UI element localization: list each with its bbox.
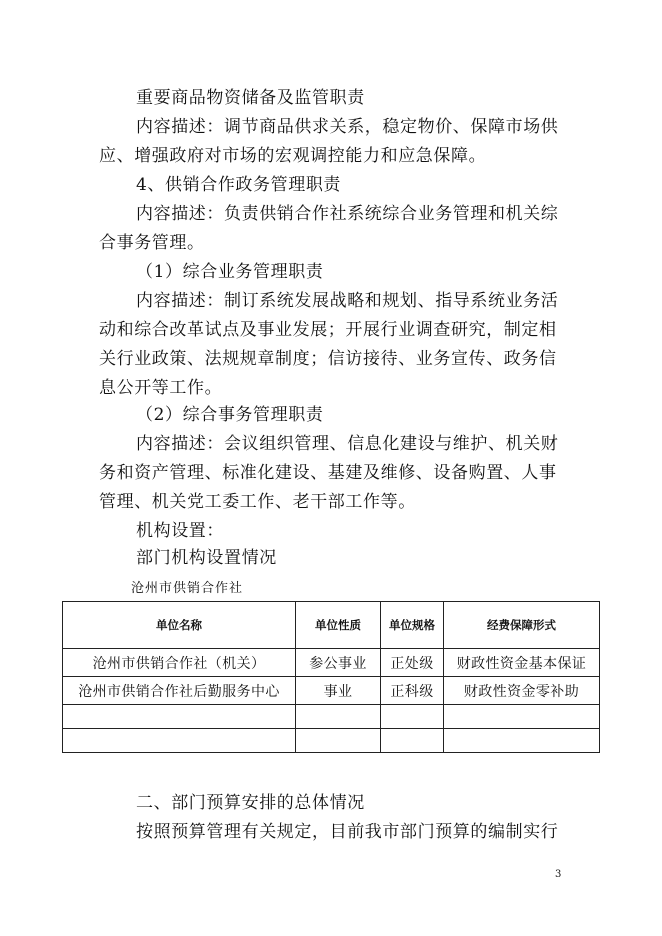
table-cell-empty [381,729,444,753]
column-header-unit-level: 单位规格 [381,602,444,649]
table-header-row [63,602,600,649]
table-row [63,649,600,677]
table-cell: 参公事业 [296,649,381,677]
table-row-empty [63,729,600,753]
paragraph-line: 内容描述：调节商品供求关系，稳定物价、保障市场供 [136,117,559,137]
paragraph-line: 息公开等工作。 [99,378,223,398]
column-header-funding: 经费保障形式 [444,602,600,649]
paragraph-line: 管理、机关党工委工作、老干部工作等。 [99,492,416,512]
table-cell: 财政性资金基本保证 [444,649,600,677]
org-table [62,601,600,753]
table-row-empty [63,705,600,729]
table-cell-empty [63,729,296,753]
table-row [63,677,600,705]
table-cell-empty [381,705,444,729]
paragraph-line: 务和资产管理、标准化建设、基建及维修、设备购置、人事 [99,463,557,483]
paragraph-line: 内容描述：制订系统发展战略和规划、指导系统业务活 [136,291,559,311]
heading-item-4: 4、供销合作政务管理职责 [136,175,342,195]
heading-org-status: 部门机构设置情况 [136,548,277,568]
page-number: 3 [555,869,562,880]
table-cell: 财政性资金零补助 [444,677,600,705]
paragraph-line: 合事务管理。 [99,233,205,253]
heading-sub-2: （2）综合事务管理职责 [136,405,324,425]
heading-sub-1: （1）综合业务管理职责 [136,262,324,282]
table-cell-empty [63,705,296,729]
paragraph-line: 内容描述：会议组织管理、信息化建设与维护、机关财 [136,434,559,454]
table-cell-empty [296,729,381,753]
paragraph-line: 应、增强政府对市场的宏观调控能力和应急保障。 [99,146,487,166]
heading-reserve-duty: 重要商品物资储备及监管职责 [136,88,365,108]
paragraph-line: 内容描述：负责供销合作社系统综合业务管理和机关综 [136,204,559,224]
paragraph-line: 按照预算管理有关规定，目前我市部门预算的编制实行 [136,822,559,842]
paragraph-line: 关行业政策、法规规章制度；信访接待、业务宣传、政务信 [99,349,557,369]
column-header-unit-name: 单位名称 [63,602,296,649]
paragraph-line: 动和综合改革试点及事业发展；开展行业调查研究，制定相 [99,320,557,340]
table-cell: 事业 [296,677,381,705]
table-cell: 沧州市供销合作社后勤服务中心 [63,677,296,705]
table-caption: 沧州市供销合作社 [131,581,244,596]
table-cell-empty [296,705,381,729]
table-cell: 沧州市供销合作社（机关） [63,649,296,677]
table-cell-empty [444,705,600,729]
table-cell: 正科级 [381,677,444,705]
table-cell-empty [444,729,600,753]
table-cell: 正处级 [381,649,444,677]
section-2-heading: 二、部门预算安排的总体情况 [136,793,365,813]
heading-org-setup: 机构设置： [136,521,224,541]
column-header-unit-nature: 单位性质 [296,602,381,649]
